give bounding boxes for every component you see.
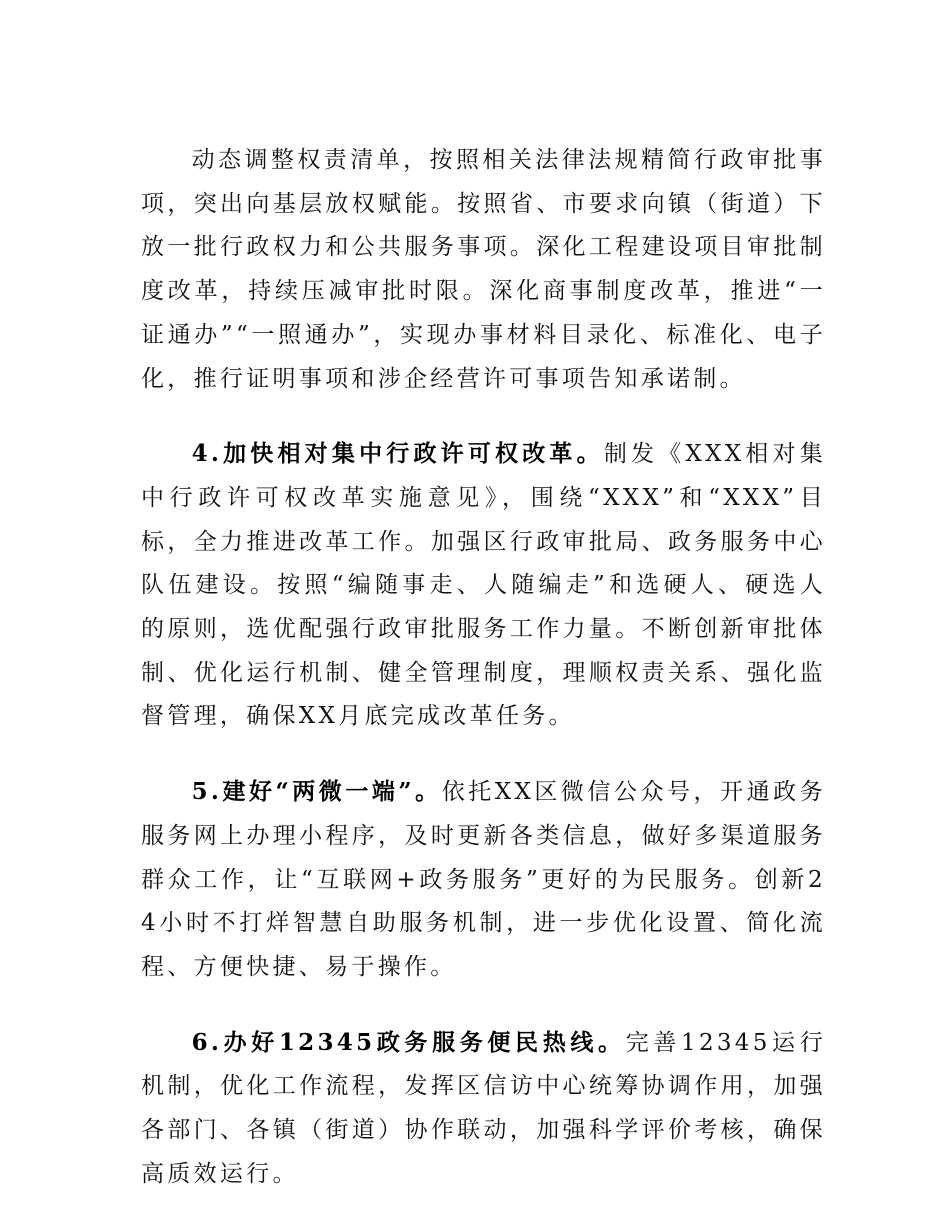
paragraph-6 xyxy=(141,1021,826,1197)
document-body xyxy=(141,138,826,1196)
paragraph-5-heading: 5.建好“两微一端”。 xyxy=(191,778,442,806)
paragraph-5 xyxy=(141,770,826,990)
paragraph-6-text: 完善12345运行机制，优化工作流程，发挥区信访中心统筹协调作用，加强各部门、各镇（街道）协作联动，加强科学评价考核，确保高质效运行。 xyxy=(141,1029,826,1187)
paragraph-1-text: 动态调整权责清单，按照相关法律法规精简行政审批事项，突出向基层放权赋能。按照省、市要求向镇（街道）下放一批行政权力和公共服务事项。深化工程建设项目审批制度改革，持续压减审批时限。深化商事制度改革，推进“一证通办”“一照通办”，实现办事材料目录化、标准化、电子化，推行证明事项和涉企经营许可事项告知承诺制。 xyxy=(141,147,826,392)
paragraph-4 xyxy=(141,432,826,739)
paragraph-6-heading: 6.办好12345政务服务便民热线。 xyxy=(191,1028,626,1056)
paragraph-5-text: 依托XX区微信公众号，开通政务服务网上办理小程序，及时更新各类信息，做好多渠道服务群众工作，让“互联网+政务服务”更好的为民服务。创新24小时不打烊智慧自助服务机制，进一步优化设置、简化流程、方便快捷、易于操作。 xyxy=(141,779,826,980)
paragraph-4-text: 制发《XXX相对集中行政许可权改革实施意见》，围绕“XXX”和“XXX”目标，全力推进改革工作。加强区行政审批局、政务服务中心队伍建设。按照“编随事走、人随编走”和选硬人、硬选人的原则，选优配强行政审批服务工作力量。不断创新审批体制、优化运行机制、健全管理制度，理顺权责关系、强化监督管理，确保XX月底完成改革任务。 xyxy=(141,441,826,730)
paragraph-4-heading: 4.加快相对集中行政许可权改革。 xyxy=(191,440,604,468)
paragraph-1 xyxy=(141,138,826,401)
